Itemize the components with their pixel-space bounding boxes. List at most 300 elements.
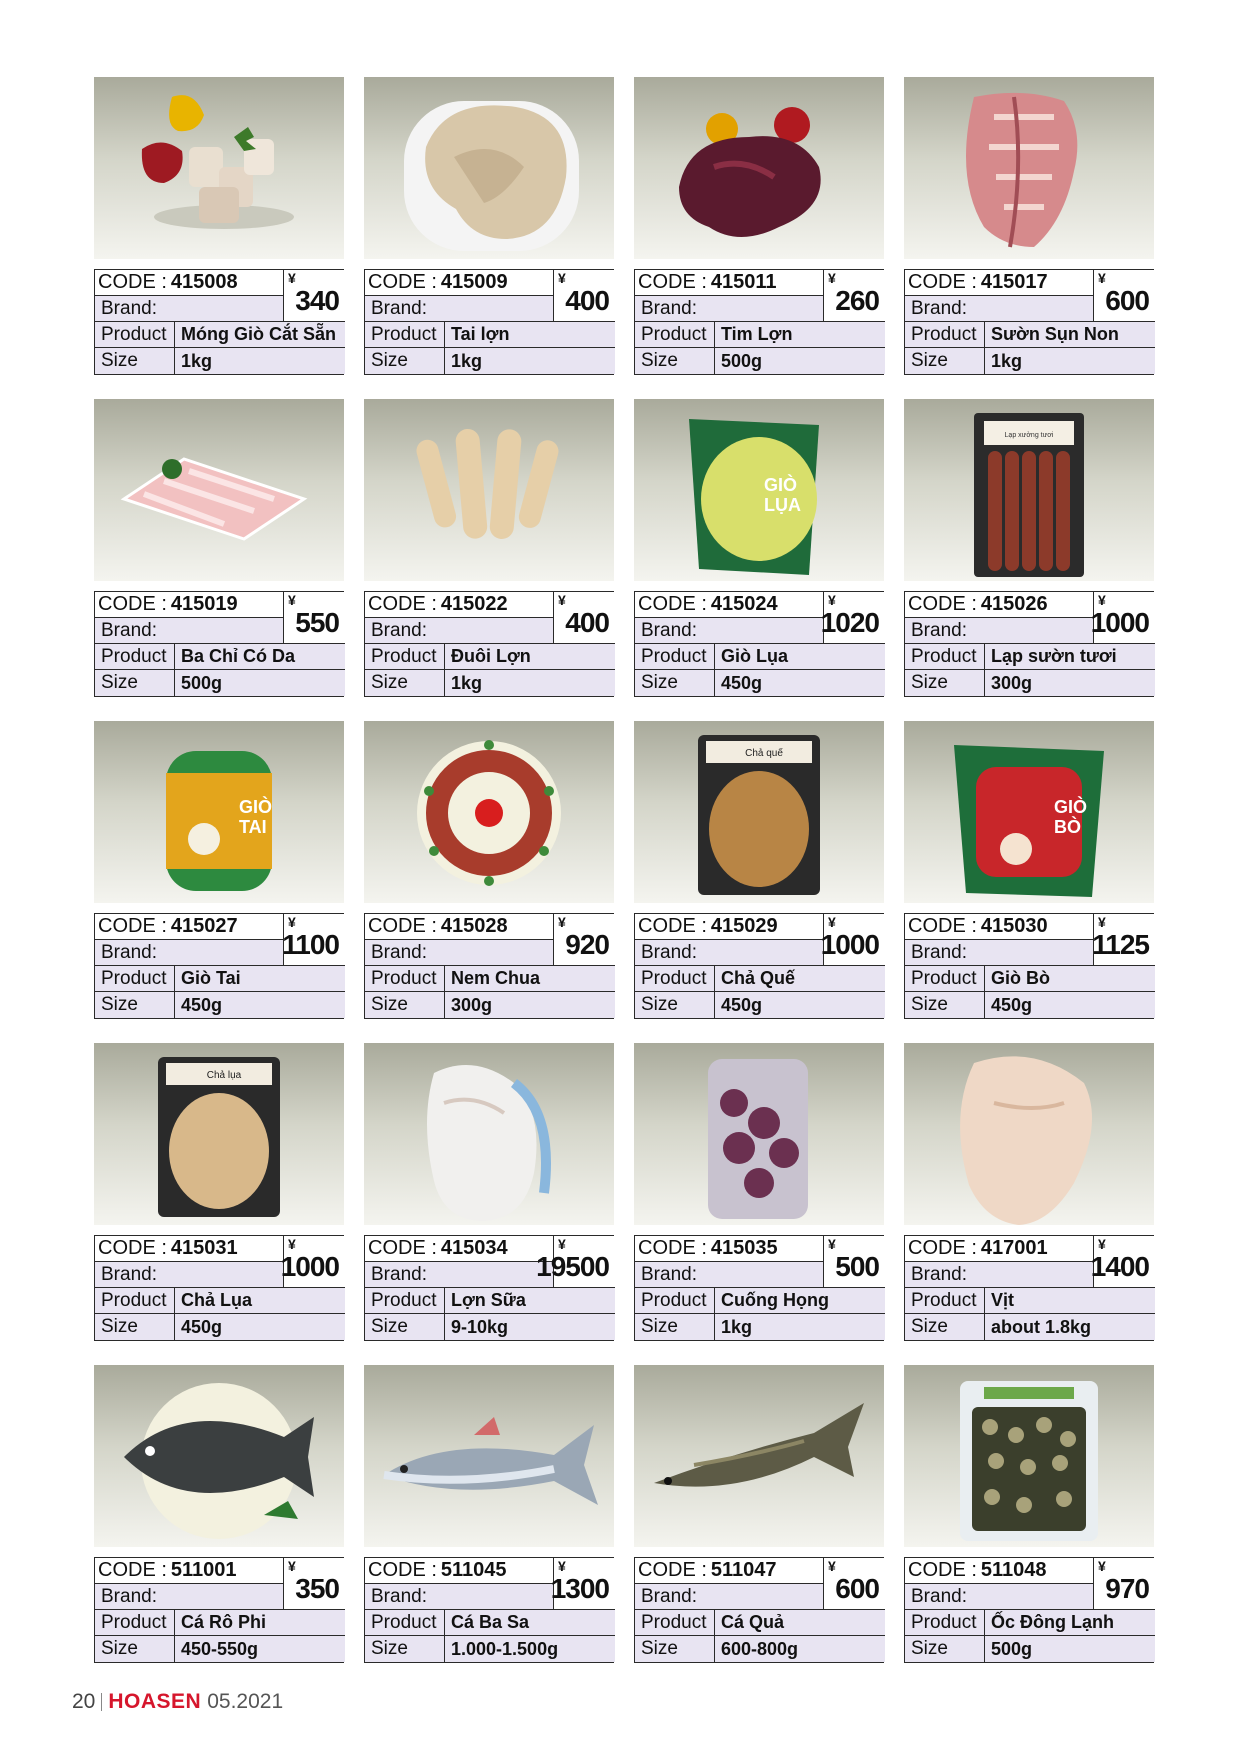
footer-brand: HOASEN xyxy=(108,1690,202,1713)
cha-que-package-icon xyxy=(634,721,884,903)
gio-bo-package-icon xyxy=(904,721,1154,903)
brand-label: Brand: xyxy=(101,1263,157,1285)
product-size: 500g xyxy=(715,348,885,374)
yen-symbol: ¥ xyxy=(1098,914,1106,930)
yen-symbol: ¥ xyxy=(1098,1558,1106,1574)
price-cell xyxy=(823,1236,885,1288)
price-cell xyxy=(820,592,885,644)
product-price: 1100 xyxy=(282,928,339,960)
product-card-415030 xyxy=(904,721,1154,1015)
cha-lua-package-icon xyxy=(94,1043,344,1225)
code-cell xyxy=(635,914,823,940)
price-cell xyxy=(1093,1558,1155,1610)
product-photo xyxy=(634,77,884,259)
yen-symbol: ¥ xyxy=(828,1558,836,1574)
product-photo xyxy=(634,1043,884,1225)
product-card-415026 xyxy=(904,399,1154,693)
product-photo xyxy=(904,721,1154,903)
product-label: Product xyxy=(365,966,445,992)
product-card-511048 xyxy=(904,1365,1154,1659)
product-photo xyxy=(904,77,1154,259)
code-label: CODE : xyxy=(368,1237,437,1259)
product-info-table xyxy=(364,1557,614,1663)
product-code: 415009 xyxy=(440,271,508,293)
product-name: Giò Lụa xyxy=(715,644,885,670)
product-code: 415026 xyxy=(980,593,1048,615)
product-name: Tai lợn xyxy=(445,322,615,348)
code-label: CODE : xyxy=(98,1237,167,1259)
nem-chua-plate-icon xyxy=(364,721,614,903)
product-size: 450g xyxy=(175,992,345,1018)
product-name: Vịt xyxy=(985,1288,1155,1314)
product-photo xyxy=(904,1043,1154,1225)
code-cell xyxy=(95,914,283,940)
yen-symbol: ¥ xyxy=(288,1558,296,1574)
product-name: Móng Giò Cắt Sẵn xyxy=(175,322,345,348)
brand-label: Brand: xyxy=(101,1585,157,1607)
size-label: Size xyxy=(95,1314,175,1340)
code-label: CODE : xyxy=(638,1559,707,1581)
product-size: about 1.8kg xyxy=(985,1314,1155,1340)
product-code: 415029 xyxy=(710,915,778,937)
price-cell xyxy=(823,1558,885,1610)
code-label: CODE : xyxy=(368,271,437,293)
code-label: CODE : xyxy=(908,1237,977,1259)
product-price: 1020 xyxy=(820,606,879,638)
brand-label: Brand: xyxy=(911,1585,967,1607)
page-footer xyxy=(72,1690,283,1714)
product-price: 400 xyxy=(565,284,609,316)
product-info-table xyxy=(94,1557,344,1663)
code-label: CODE : xyxy=(908,271,977,293)
product-card-415029 xyxy=(634,721,884,1015)
price-cell xyxy=(820,914,885,966)
brand-label: Brand: xyxy=(371,619,427,641)
brand-cell xyxy=(365,940,553,966)
product-info-table xyxy=(634,1557,884,1663)
price-cell xyxy=(283,914,345,966)
product-size: 450g xyxy=(985,992,1155,1018)
code-cell xyxy=(95,1558,283,1584)
price-cell xyxy=(280,1236,345,1288)
product-photo xyxy=(94,721,344,903)
product-code: 415019 xyxy=(170,593,238,615)
product-name: Ốc Đông Lạnh xyxy=(985,1610,1155,1636)
product-card-415024 xyxy=(634,399,884,693)
code-label: CODE : xyxy=(368,915,437,937)
brand-label: Brand: xyxy=(101,297,157,319)
code-cell xyxy=(905,270,1093,296)
product-info-table xyxy=(904,913,1154,1019)
product-price: 970 xyxy=(1105,1572,1149,1604)
product-info-table xyxy=(904,1557,1154,1663)
product-price: 1000 xyxy=(820,928,879,960)
product-price: 550 xyxy=(295,606,339,638)
product-info-table xyxy=(634,269,884,375)
product-label: Product xyxy=(905,1288,985,1314)
code-label: CODE : xyxy=(908,915,977,937)
product-code: 415028 xyxy=(440,915,508,937)
product-card-415017 xyxy=(904,77,1154,371)
code-label: CODE : xyxy=(638,1237,707,1259)
product-photo xyxy=(364,399,614,581)
product-label: Product xyxy=(905,1610,985,1636)
product-label: Product xyxy=(635,1288,715,1314)
product-name: Tim Lợn xyxy=(715,322,885,348)
brand-cell xyxy=(905,940,1093,966)
brand-cell xyxy=(635,1262,823,1288)
size-label: Size xyxy=(365,992,445,1018)
brand-label: Brand: xyxy=(911,941,967,963)
product-info-table xyxy=(634,1235,884,1341)
product-size: 1.000-1.500g xyxy=(445,1636,615,1662)
brand-cell xyxy=(95,618,283,644)
pig-ear-icon xyxy=(364,77,614,259)
brand-label: Brand: xyxy=(641,1585,697,1607)
brand-label: Brand: xyxy=(641,297,697,319)
product-name: Nem Chua xyxy=(445,966,615,992)
product-info-table xyxy=(634,913,884,1019)
yen-symbol: ¥ xyxy=(828,270,836,286)
product-photo xyxy=(364,1365,614,1547)
code-label: CODE : xyxy=(98,271,167,293)
product-size: 9-10kg xyxy=(445,1314,615,1340)
yen-symbol: ¥ xyxy=(828,592,836,608)
product-code: 415011 xyxy=(710,271,777,293)
footer-issue-date: 05.2021 xyxy=(207,1690,284,1713)
product-info-table xyxy=(364,269,614,375)
product-label: Product xyxy=(95,966,175,992)
price-cell xyxy=(553,914,615,966)
pig-trotter-icon xyxy=(94,77,344,259)
code-cell xyxy=(365,270,553,296)
product-photo xyxy=(364,721,614,903)
product-size: 1kg xyxy=(445,670,615,696)
brand-label: Brand: xyxy=(101,941,157,963)
product-code: 415035 xyxy=(710,1237,778,1259)
code-cell xyxy=(635,1236,823,1262)
product-size: 600-800g xyxy=(715,1636,885,1662)
product-label: Product xyxy=(635,644,715,670)
code-cell xyxy=(95,270,283,296)
brand-cell xyxy=(95,1262,283,1288)
yen-symbol: ¥ xyxy=(558,270,566,286)
gio-lua-package-icon xyxy=(634,399,884,581)
yen-symbol: ¥ xyxy=(1098,1236,1106,1252)
code-label: CODE : xyxy=(638,271,707,293)
code-label: CODE : xyxy=(368,1559,437,1581)
product-photo xyxy=(904,399,1154,581)
brand-cell xyxy=(365,1262,553,1288)
product-name: Sườn Sụn Non xyxy=(985,322,1155,348)
product-info-table xyxy=(94,913,344,1019)
size-label: Size xyxy=(635,1314,715,1340)
product-info-table xyxy=(364,591,614,697)
brand-cell xyxy=(635,296,823,322)
product-price: 600 xyxy=(1105,284,1149,316)
price-cell xyxy=(823,270,885,322)
size-label: Size xyxy=(95,1636,175,1662)
product-photo xyxy=(634,721,884,903)
product-code: 511047 xyxy=(710,1559,777,1581)
price-cell xyxy=(553,270,615,322)
product-label: Product xyxy=(95,322,175,348)
size-label: Size xyxy=(95,670,175,696)
yen-symbol: ¥ xyxy=(828,1236,836,1252)
product-price: 19500 xyxy=(536,1250,609,1282)
product-label: Product xyxy=(365,322,445,348)
code-cell xyxy=(365,1236,553,1262)
product-photo xyxy=(634,399,884,581)
product-size: 450-550g xyxy=(175,1636,345,1662)
brand-label: Brand: xyxy=(641,619,697,641)
price-cell xyxy=(1093,914,1155,966)
product-size: 500g xyxy=(985,1636,1155,1662)
brand-label: Brand: xyxy=(641,1263,697,1285)
product-label: Product xyxy=(635,966,715,992)
product-photo xyxy=(364,1043,614,1225)
page-number: 20 xyxy=(72,1690,96,1713)
product-info-table xyxy=(634,591,884,697)
product-code: 511001 xyxy=(170,1559,237,1581)
product-price: 1400 xyxy=(1090,1250,1149,1282)
product-name: Lợn Sữa xyxy=(445,1288,615,1314)
product-code: 415022 xyxy=(440,593,508,615)
product-card-415022 xyxy=(364,399,614,693)
product-card-417001 xyxy=(904,1043,1154,1337)
sausage-package-icon xyxy=(904,399,1154,581)
product-code: 417001 xyxy=(980,1237,1048,1259)
price-cell xyxy=(536,1236,615,1288)
product-info-table xyxy=(904,1235,1154,1341)
product-card-415011 xyxy=(634,77,884,371)
product-card-415008 xyxy=(94,77,344,371)
yen-symbol: ¥ xyxy=(288,592,296,608)
product-size: 1kg xyxy=(715,1314,885,1340)
snakehead-fish-icon xyxy=(634,1365,884,1547)
product-price: 350 xyxy=(295,1572,339,1604)
product-card-415028 xyxy=(364,721,614,1015)
yen-symbol: ¥ xyxy=(1098,270,1106,286)
yen-symbol: ¥ xyxy=(558,914,566,930)
product-label: Product xyxy=(365,644,445,670)
brand-label: Brand: xyxy=(911,619,967,641)
product-name: Giò Tai xyxy=(175,966,345,992)
product-card-415035 xyxy=(634,1043,884,1337)
yen-symbol: ¥ xyxy=(558,1236,566,1252)
size-label: Size xyxy=(365,1314,445,1340)
product-info-table xyxy=(904,269,1154,375)
product-code: 415024 xyxy=(710,593,778,615)
size-label: Size xyxy=(905,348,985,374)
size-label: Size xyxy=(905,1636,985,1662)
code-label: CODE : xyxy=(638,593,707,615)
price-cell xyxy=(283,1558,345,1610)
code-cell xyxy=(905,1236,1093,1262)
product-card-415009 xyxy=(364,77,614,371)
product-label: Product xyxy=(95,1610,175,1636)
code-cell xyxy=(905,1558,1093,1584)
svg-text:TAI: TAI xyxy=(239,817,267,837)
svg-text:GIÒ: GIÒ xyxy=(764,475,798,495)
code-cell xyxy=(905,914,1093,940)
size-label: Size xyxy=(635,670,715,696)
size-label: Size xyxy=(95,992,175,1018)
product-name: Chả Lụa xyxy=(175,1288,345,1314)
price-cell xyxy=(1090,1236,1155,1288)
yen-symbol: ¥ xyxy=(828,914,836,930)
product-code: 415031 xyxy=(170,1237,238,1259)
brand-cell xyxy=(905,296,1093,322)
brand-cell xyxy=(95,940,283,966)
size-label: Size xyxy=(905,1314,985,1340)
product-name: Đuôi Lợn xyxy=(445,644,615,670)
product-card-415031 xyxy=(94,1043,344,1337)
spare-ribs-icon xyxy=(904,77,1154,259)
product-name: Giò Bò xyxy=(985,966,1155,992)
price-cell xyxy=(283,592,345,644)
brand-cell xyxy=(95,296,283,322)
product-card-511001 xyxy=(94,1365,344,1659)
code-cell xyxy=(95,592,283,618)
product-name: Cá Quả xyxy=(715,1610,885,1636)
product-price: 260 xyxy=(835,284,879,316)
code-label: CODE : xyxy=(98,593,167,615)
size-label: Size xyxy=(635,992,715,1018)
product-card-415019 xyxy=(94,399,344,693)
basa-fish-icon xyxy=(364,1365,614,1547)
product-size: 1kg xyxy=(175,348,345,374)
size-label: Size xyxy=(635,348,715,374)
product-photo xyxy=(904,1365,1154,1547)
product-price: 1125 xyxy=(1092,928,1149,960)
code-label: CODE : xyxy=(98,915,167,937)
product-name: Cuống Họng xyxy=(715,1288,885,1314)
product-code: 511048 xyxy=(980,1559,1047,1581)
product-size: 500g xyxy=(175,670,345,696)
product-name: Chả Quế xyxy=(715,966,885,992)
brand-cell xyxy=(365,296,553,322)
svg-text:BÒ: BÒ xyxy=(1054,817,1081,837)
code-cell xyxy=(905,592,1093,618)
size-label: Size xyxy=(365,670,445,696)
code-label: CODE : xyxy=(908,593,977,615)
product-code: 511045 xyxy=(440,1559,507,1581)
product-code: 415008 xyxy=(170,271,238,293)
product-label: Product xyxy=(905,966,985,992)
yen-symbol: ¥ xyxy=(288,1236,296,1252)
svg-text:LỤA: LỤA xyxy=(764,495,801,515)
product-size: 450g xyxy=(715,992,885,1018)
brand-cell xyxy=(365,1584,553,1610)
code-cell xyxy=(635,1558,823,1584)
product-size: 1kg xyxy=(445,348,615,374)
product-code: 415027 xyxy=(170,915,238,937)
brand-cell xyxy=(905,618,1093,644)
brand-cell xyxy=(635,618,823,644)
suckling-pig-icon xyxy=(364,1043,614,1225)
product-photo xyxy=(94,399,344,581)
brand-label: Brand: xyxy=(371,1263,427,1285)
product-size: 450g xyxy=(175,1314,345,1340)
product-price: 1000 xyxy=(1090,606,1149,638)
price-cell xyxy=(283,270,345,322)
product-code: 415017 xyxy=(980,271,1048,293)
pork-belly-icon xyxy=(94,399,344,581)
product-info-table xyxy=(94,1235,344,1341)
product-photo xyxy=(94,77,344,259)
frozen-snail-tray-icon xyxy=(904,1365,1154,1547)
product-price: 500 xyxy=(835,1250,879,1282)
brand-cell xyxy=(365,618,553,644)
product-name: Ba Chỉ Có Da xyxy=(175,644,345,670)
brand-label: Brand: xyxy=(911,297,967,319)
code-cell xyxy=(365,914,553,940)
code-label: CODE : xyxy=(368,593,437,615)
brand-cell xyxy=(635,1584,823,1610)
product-name: Cá Rô Phi xyxy=(175,1610,345,1636)
product-price: 920 xyxy=(565,928,609,960)
svg-text:Lạp xưởng tươi: Lạp xưởng tươi xyxy=(1004,432,1054,439)
size-label: Size xyxy=(905,670,985,696)
pig-tail-icon xyxy=(364,399,614,581)
size-label: Size xyxy=(365,348,445,374)
price-cell xyxy=(1090,592,1155,644)
size-label: Size xyxy=(95,348,175,374)
product-label: Product xyxy=(365,1288,445,1314)
product-card-511047 xyxy=(634,1365,884,1659)
size-label: Size xyxy=(365,1636,445,1662)
product-price: 340 xyxy=(295,284,339,316)
svg-text:GIÒ: GIÒ xyxy=(1054,797,1088,817)
product-name: Lạp sườn tươi xyxy=(985,644,1155,670)
product-photo xyxy=(94,1365,344,1547)
code-cell xyxy=(635,592,823,618)
product-label: Product xyxy=(365,1610,445,1636)
product-label: Product xyxy=(95,644,175,670)
code-cell xyxy=(365,1558,553,1584)
yen-symbol: ¥ xyxy=(288,270,296,286)
svg-text:Chả quế: Chả quế xyxy=(745,748,783,759)
yen-symbol: ¥ xyxy=(558,592,566,608)
yen-symbol: ¥ xyxy=(558,1558,566,1574)
pig-heart-icon xyxy=(634,77,884,259)
product-name: Cá Ba Sa xyxy=(445,1610,615,1636)
yen-symbol: ¥ xyxy=(1098,592,1106,608)
product-photo xyxy=(364,77,614,259)
footer-divider xyxy=(101,1693,102,1711)
product-size: 1kg xyxy=(985,348,1155,374)
price-cell xyxy=(1093,270,1155,322)
product-label: Product xyxy=(635,322,715,348)
product-code: 415030 xyxy=(980,915,1048,937)
product-photo xyxy=(634,1365,884,1547)
product-price: 1000 xyxy=(280,1250,339,1282)
size-label: Size xyxy=(905,992,985,1018)
product-card-415027 xyxy=(94,721,344,1015)
brand-label: Brand: xyxy=(371,1585,427,1607)
product-photo xyxy=(94,1043,344,1225)
code-cell xyxy=(635,270,823,296)
code-label: CODE : xyxy=(98,1559,167,1581)
product-info-table xyxy=(364,1235,614,1341)
brand-label: Brand: xyxy=(641,941,697,963)
brand-label: Brand: xyxy=(101,619,157,641)
code-label: CODE : xyxy=(638,915,707,937)
brand-cell xyxy=(905,1584,1093,1610)
product-label: Product xyxy=(905,644,985,670)
svg-text:Chả lụa: Chả lụa xyxy=(206,1070,242,1081)
